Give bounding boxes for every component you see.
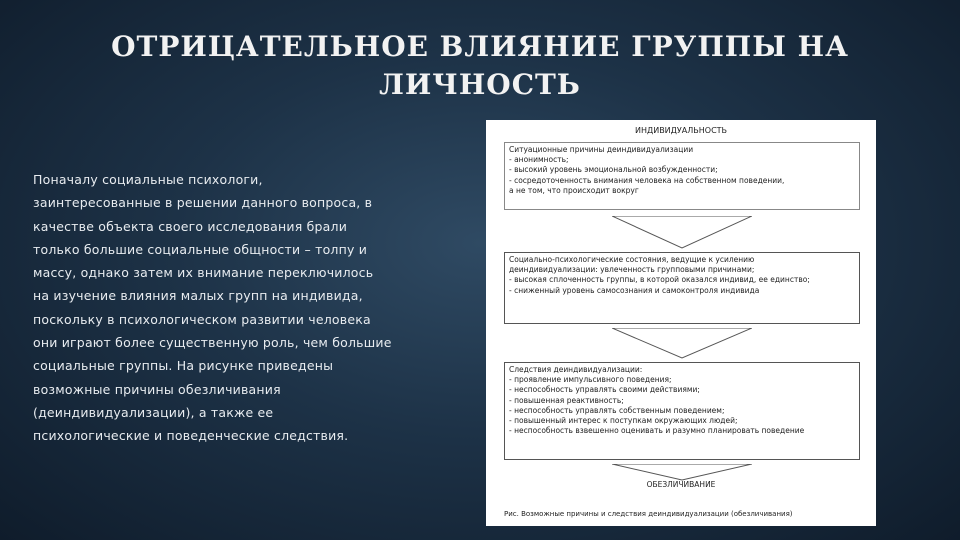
consequences-box bbox=[504, 362, 860, 460]
box3-line: - проявление импульсивного поведения; bbox=[509, 375, 672, 385]
situational-causes-box bbox=[504, 142, 860, 210]
figure-top-label: ИНДИВИДУАЛЬНОСТЬ bbox=[634, 126, 728, 135]
psychological-states-box bbox=[504, 252, 860, 324]
box3-line: - повышенный интерес к поступкам окружающих людей; bbox=[509, 416, 738, 426]
box1-line: - сосредоточенность внимания человека на собственном поведении, bbox=[509, 175, 785, 185]
box2-line: - сниженный уровень самосознания и самоконтроля индивида bbox=[509, 285, 760, 295]
body-paragraph: Поначалу социальные психологи, заинтересованные в решении данного вопроса, в качестве объекта своего исследования брали только большие социальные общности – толпу и массу, однако затем их внимание переключилось на изучение влияния малых групп на индивида, поскольку в психологическом развитии человека они играют более существенную роль, чем большие социальные группы. На рисунке приведены возможные причины обезличивания (деиндивидуализации), а также ее психологические и поведенческие следствия. bbox=[33, 172, 392, 444]
title-line-2: ЛИЧНОСТЬ bbox=[379, 68, 581, 101]
box1-line: Ситуационные причины деиндивидуализации bbox=[509, 145, 694, 154]
title-line-1: ОТРИЦАТЕЛЬНОЕ ВЛИЯНИЕ ГРУППЫ НА bbox=[111, 30, 849, 63]
box3-line: - неспособность управлять собственным поведением; bbox=[509, 405, 725, 415]
box2-line: - высокая сплоченность группы, в которой оказался индивид, ее единство; bbox=[509, 275, 810, 285]
box1-line: - высокий уровень эмоциональной возбужденности; bbox=[509, 165, 718, 175]
box2-line: Социально-психологические состояния, ведущие к усилению bbox=[509, 255, 755, 264]
figure-bottom-label: ОБЕЗЛИЧИВАНИЕ bbox=[646, 480, 716, 489]
box3-line: Следствия деиндивидуализации: bbox=[509, 365, 643, 374]
figure-caption: Рис. Возможные причины и следствия деиндивидуализации (обезличивания) bbox=[504, 510, 793, 518]
deindividuation-figure bbox=[486, 120, 876, 526]
box1-line: а не том, что происходит вокруг bbox=[509, 185, 639, 195]
box2-line: деиндивидуализации: увлеченность групповыми причинами; bbox=[509, 265, 755, 275]
box1-line: - анонимность; bbox=[509, 155, 569, 165]
arrow-down-icon bbox=[612, 328, 752, 360]
box3-line: - неспособность управлять своими действиями; bbox=[509, 385, 700, 395]
box3-line: - неспособность взвешенно оценивать и разумно планировать поведение bbox=[509, 426, 805, 436]
box3-line: - повышенная реактивность; bbox=[509, 395, 624, 405]
arrow-down-icon bbox=[612, 216, 752, 250]
slide-title bbox=[60, 28, 900, 104]
